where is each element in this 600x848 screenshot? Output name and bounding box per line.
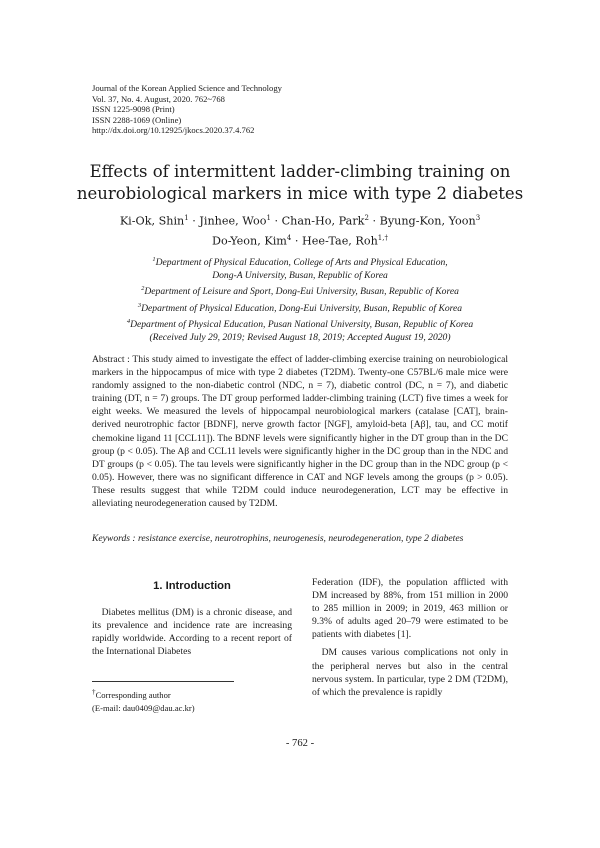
page-number: - 762 - xyxy=(285,738,315,749)
affiliation-2 xyxy=(60,282,540,298)
keywords xyxy=(92,533,508,544)
journal-name: Journal of the Korean Applied Science and Technology xyxy=(92,83,282,93)
affiliation-3-text: Department of Physical Education, Dong-Eui University, Busan, Republic of Korea xyxy=(141,302,463,314)
keywords-label: Keywords xyxy=(92,533,131,544)
issn-print: ISSN 1225-9098 (Print) xyxy=(92,104,175,115)
doi-link[interactable]: http://dx.doi.org/10.12925/jkocs.2020.37.4.762 xyxy=(92,125,255,136)
footnote xyxy=(92,686,195,715)
affiliation-2-text: Department of Leisure and Sport, Dong-Eui University, Busan, Republic of Korea xyxy=(144,286,459,298)
author-name: Chan-Ho, Park xyxy=(281,214,365,228)
intro-paragraph-1: Diabetes mellitus (DM) is a chronic disease, and its prevalence and incidence rate are increasing rapidly worldwide. According to a recent report of the International Diabetes xyxy=(92,607,292,658)
author-name: Byung-Kon, Yoon xyxy=(379,214,476,228)
corresponding-author-label: Corresponding author xyxy=(95,689,171,700)
intro-paragraph-2: DM causes various complications not only in the peripheral nerves but also in the central nervous system. In particular, type 2 DM (T2DM), of which the prevalence is rapidly xyxy=(312,647,508,698)
author-affil-mark: 4 xyxy=(286,233,292,242)
author-line-2 xyxy=(60,230,540,250)
affiliation-4 xyxy=(60,315,540,331)
affil-mark: 1 xyxy=(152,256,156,263)
left-column xyxy=(92,580,292,658)
affiliation-1-line-2: Dong-A University, Busan, Republic of Korea xyxy=(212,270,388,282)
author-name: Hee-Tae, Roh xyxy=(302,234,378,248)
affil-mark: 4 xyxy=(126,317,131,325)
author-separator: · xyxy=(270,214,282,228)
author-separator: · xyxy=(291,234,303,248)
author-affil-mark: 1,† xyxy=(377,233,388,242)
journal-volume: Vol. 37, No. 4. August, 2020. 762~768 xyxy=(92,93,225,104)
footnote-email: (E-mail: dau0409@dau.ac.kr) xyxy=(92,702,195,713)
footnote-line-1 xyxy=(92,686,195,702)
author-separator: · xyxy=(368,214,380,228)
author-name: Ki-Ok, Shin xyxy=(119,214,185,228)
author-affil-mark: 2 xyxy=(364,214,369,222)
title-line-2: neurobiological markers in mice with type 2 diabetes xyxy=(76,184,524,203)
keywords-text: : resistance exercise, neurotrophins, neurogenesis, neurodegeneration, type 2 diabetes xyxy=(130,533,464,544)
footnote-divider xyxy=(92,681,234,682)
abstract-text: This study aimed to investigate the effect of ladder-climbing exercise training on neurobiological markers in the hippocampus of mice with type 2 diabetes (T2DM). Twenty-one C57BL/6 male mice were randomly assigned to the non-diabetic control (NDC, n = 7), diabetic control (DC, n = 7), and diabetic training (DT, n = 7) groups. The DT group performed ladder-climbing training (LCT) five times a week for eight weeks. We measured the levels of hippocampal neurobiological markers (catalase [CAT], brain-derived neurotrophic factor [BDNF], nerve growth factor [NGF], amyloid-beta [Aβ], tau, and CC motif chemokine ligand 11 [CCL11]). The BDNF levels were significantly higher in the DT group than in the DC group (p < 0.05). The Aβ and CCL11 levels were significantly higher in the DC group than in the NDC and DT groups (p < 0.05). The tau levels were significantly higher in the DC group than in the NDC group (p < 0.05). However, there was no significant difference in CAT and NGF levels among the groups (p > 0.05). These results suggest that while T2DM could induce neurodegeneration, LCT may be effective in alleviating neurodegeneration caused by T2DM. xyxy=(92,354,509,510)
title-line-1: Effects of intermittent ladder-climbing training on xyxy=(89,162,511,181)
author-name: Jinhee, Woo xyxy=(199,214,267,228)
affiliation-1-line-1: Department of Physical Education, College of Arts and Physical Education, xyxy=(155,257,448,269)
issn-online: ISSN 2288-1069 (Online) xyxy=(92,114,182,125)
intro-paragraph-1-continued: Federation (IDF), the population afflicted with DM increased by 88%, from 151 million in 2000 to 285 million in 2009; in 2019, 463 million or 9.3% of adults aged 20–79 were estimated to be patients with diabetes [1]. xyxy=(312,577,508,641)
section-heading-introduction: 1. Introduction xyxy=(153,580,231,592)
affil-mark: 3 xyxy=(137,301,142,309)
author-line-1 xyxy=(60,210,540,230)
received-dates: (Received July 29, 2019; Revised August 18, 2019; Accepted August 19, 2020) xyxy=(149,332,451,344)
affiliations xyxy=(60,253,540,344)
journal-header xyxy=(92,83,282,136)
abstract xyxy=(92,353,508,510)
dagger-mark: † xyxy=(92,688,96,696)
author-name: Do-Yeon, Kim xyxy=(212,234,287,248)
paper-title xyxy=(60,161,540,205)
abstract-label: Abstract xyxy=(92,354,125,365)
author-affil-mark: 3 xyxy=(475,214,481,222)
author-separator: · xyxy=(188,214,200,228)
affiliation-3 xyxy=(60,299,540,315)
author-affil-mark: 1 xyxy=(266,214,271,222)
affil-mark: 2 xyxy=(141,285,145,293)
author-affil-mark: 1 xyxy=(184,214,189,222)
abstract-colon: : xyxy=(124,354,133,365)
affiliation-1 xyxy=(60,253,540,269)
author-list xyxy=(60,210,540,249)
affiliation-4-text: Department of Physical Education, Pusan National University, Busan, Republic of Korea xyxy=(130,319,474,331)
right-column xyxy=(312,576,508,699)
